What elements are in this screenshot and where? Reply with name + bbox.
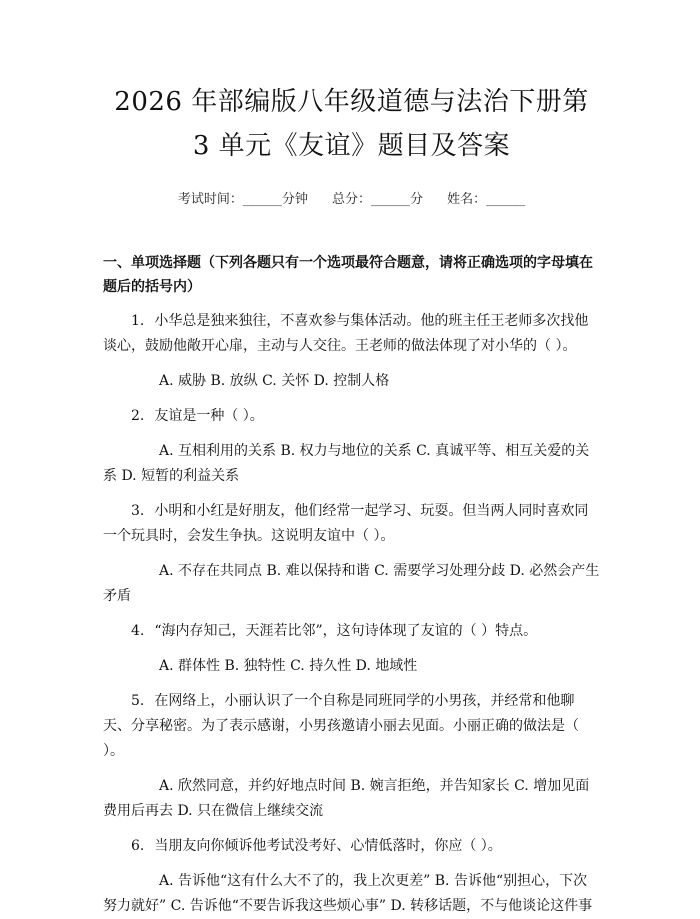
exam-info	[103, 188, 600, 207]
question-options: A. 欣然同意，并约好地点时间 B. 婉言拒绝，并告知家长 C. 增加见面费用后再去 D. 只在微信上继续交流	[103, 778, 590, 819]
exam-name-label: 姓名：	[447, 192, 487, 207]
question-options: A. 不存在共同点 B. 难以保持和谐 C. 需要学习处理分歧 D. 必然会产生矛盾	[103, 563, 600, 604]
question-stem	[103, 404, 600, 429]
question-4	[103, 619, 600, 679]
question-stem	[103, 619, 600, 644]
question-number: 4.	[131, 623, 145, 639]
question-options: A. 告诉他“这有什么大不了的，我上次更差” B. 告诉他“别担心，下次努力就好” C. 告诉他“不要告诉我这些烦心事” D. 转移话题，不与他谈论这件事	[103, 873, 593, 914]
exam-score-blank: ______	[371, 192, 410, 207]
question-number: 5.	[131, 693, 145, 709]
question-number: 1.	[131, 313, 145, 329]
exam-score-unit: 分	[410, 192, 424, 207]
question-stem	[103, 834, 600, 859]
question-6	[103, 834, 600, 919]
question-text: 小明和小红是好朋友，他们经常一起学习、玩耍。但当两人同时喜欢同一个玩具时，会发生争执。这说明友谊中（ ）。	[103, 503, 589, 544]
exam-time-unit: 分钟	[281, 192, 308, 207]
question-stem	[103, 499, 600, 549]
question-5	[103, 689, 600, 824]
question-1	[103, 309, 600, 394]
exam-time-blank: ______	[242, 192, 282, 207]
exam-score	[332, 192, 423, 207]
exam-name	[447, 192, 525, 207]
question-3	[103, 499, 600, 609]
question-stem	[103, 309, 600, 359]
exam-score-label: 总分：	[331, 192, 371, 207]
question-2	[103, 404, 600, 489]
question-text: 在网络上，小丽认识了一个自称是同班同学的小男孩，并经常和他聊天、分享秘密。为了表示感谢，小男孩邀请小丽去见面。小丽正确的做法是（ ）。	[103, 693, 579, 759]
question-text: 友谊是一种（ ）。	[154, 408, 264, 424]
section-title: 一、单项选择题（下列各题只有一个选项最符合题意，请将正确选项的字母填在题后的括号内）	[103, 255, 593, 295]
question-number: 3.	[131, 503, 145, 519]
question-text: 当朋友向你倾诉他考试没考好、心情低落时，你应（ ）。	[154, 838, 502, 854]
question-options: A. 互相利用的关系 B. 权力与地位的关系 C. 真诚平等、相互关爱的关系 D. 短暂的利益关系	[103, 443, 590, 484]
question-stem	[103, 689, 600, 764]
question-options: A. 群体性 B. 独特性 C. 持久性 D. 地域性	[159, 658, 418, 674]
question-text: 小华总是独来独往，不喜欢参与集体活动。他的班主任王老师多次找他谈心，鼓励他敞开心扉，主动与人交往。王老师的做法体现了对小华的（ ）。	[103, 313, 589, 354]
exam-name-blank: ______	[486, 192, 526, 207]
document-title: 2026 年部编版八年级道德与法治下册第 3 单元《友谊》题目及答案	[114, 87, 589, 161]
exam-time-label: 考试时间：	[177, 192, 243, 207]
question-number: 6.	[131, 838, 145, 854]
exam-time	[178, 192, 308, 207]
question-options: A. 威胁 B. 放纵 C. 关怀 D. 控制人格	[159, 373, 390, 389]
question-number: 2.	[131, 408, 145, 424]
question-text: “海内存知己，天涯若比邻”，这句诗体现了友谊的（ ）特点。	[154, 623, 538, 639]
